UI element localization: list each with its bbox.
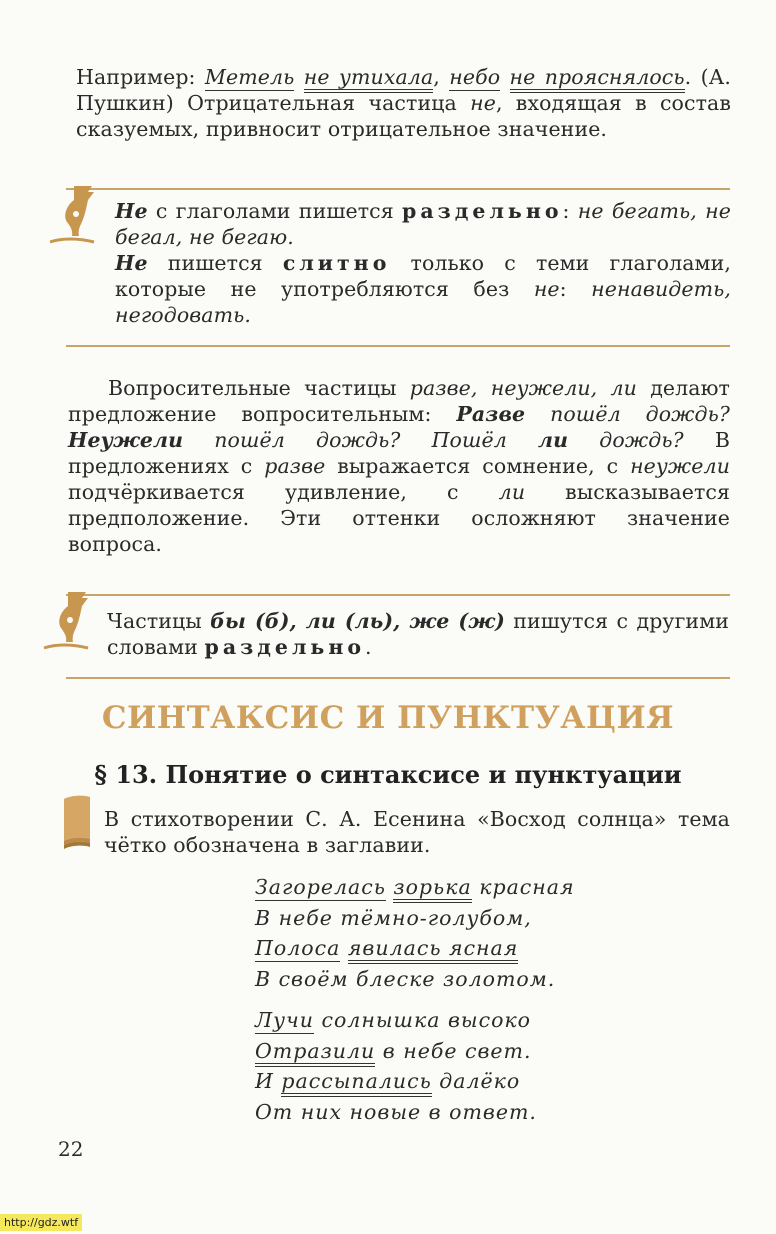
esenin-paragraph: В стихотворении С. А. Есенина «Восход солнца» тема чётко обозначена в заглавии. — [104, 807, 730, 857]
p2-neuzheli: Неужели — [68, 428, 184, 452]
subject-nebo: небо — [449, 65, 501, 89]
poem-line-8: От них новые в ответ. — [255, 1099, 537, 1124]
poem-line-6-rest: в небе свет. — [375, 1038, 532, 1063]
p2-particles: разве, неужели, ли — [409, 376, 637, 400]
poem-predicate-zorka: зорька — [393, 875, 471, 903]
p2-example-3: дождь? — [568, 428, 684, 452]
p2-razve-2: разве — [264, 454, 326, 478]
poem-line-3 — [255, 933, 575, 964]
watermark-link[interactable]: http://gdz.wtf — [0, 1214, 82, 1231]
poem-line-4: В своём блеске золотом. — [255, 966, 556, 991]
p2-li: ли — [538, 428, 569, 452]
rule2-particles: бы (б), ли (ль), же (ж) — [210, 609, 505, 633]
p2-neuzheli-2: неужели — [630, 454, 730, 478]
p2-text-5: подчёркивается удивление, с — [68, 480, 499, 504]
predicate-ne-utikhala: не утихала — [304, 65, 433, 93]
comma: , — [433, 65, 450, 89]
rule-particles-separate — [107, 608, 729, 660]
p2-razve: Разве — [456, 402, 526, 426]
rule-text-4: только с теми глаголами, которые не употребляются без — [115, 251, 731, 301]
rule2-text-3: . — [365, 635, 372, 659]
pen-nib-icon — [42, 590, 94, 656]
dot: . — [684, 65, 692, 89]
rule-ne-with-verbs — [115, 198, 731, 328]
poem-line-6 — [255, 1036, 537, 1067]
rule-ne-1: Не — [115, 199, 148, 223]
p2-text-6: высказывается предположение. Эти оттенки осложняют значение вопроса. — [68, 480, 730, 556]
p2-example-1: пошёл дождь? — [525, 402, 730, 426]
poem-predicate-yavilas: явилась ясная — [348, 936, 519, 964]
rule-line-bottom-2 — [66, 677, 730, 679]
poem-line-7-rest: далёко — [431, 1069, 521, 1093]
rule-text-5: : — [559, 277, 592, 301]
poem-line-5 — [255, 1005, 537, 1036]
poem-predicate-rassypalis: рассыпались — [281, 1069, 431, 1097]
rule-text-1: с глаголами пишется — [147, 199, 403, 223]
rule2-text-2: пишутся с другими словами — [107, 609, 730, 659]
p2-li-2: ли — [498, 480, 526, 504]
rule-ne-2: Не — [115, 251, 148, 275]
rule-text-2: : — [562, 199, 578, 223]
p2-example-2: пошёл дождь? Пошёл — [183, 428, 539, 452]
pen-nib-icon — [48, 184, 100, 250]
rule-slitno: слитно — [282, 251, 391, 275]
intro-paragraph — [76, 64, 731, 142]
poem-line-1-rest: красная — [471, 875, 575, 899]
rule-line-bottom-1 — [66, 345, 730, 347]
poem-predicate-otrazili: Отразили — [255, 1039, 375, 1067]
poem-subject-luchi: Лучи — [255, 1008, 314, 1032]
rule-line-top-2 — [66, 594, 730, 596]
poem-stanza-1 — [255, 872, 575, 994]
rule-example-2: ненавидеть, негодовать. — [115, 277, 731, 327]
rule2-razdelno: раздельно — [204, 635, 365, 659]
intro-text-2: , входящая в состав сказуемых, привносит отрицательное значение. — [76, 91, 731, 141]
p2-text-1: Вопросительные частицы — [108, 376, 410, 400]
poem-subject-zagorelas: Загорелась — [255, 875, 386, 899]
question-particles-paragraph — [68, 375, 730, 557]
poem-line-7-start: И — [255, 1069, 282, 1093]
paragraph-title: § 13. Понятие о синтаксисе и пунктуации — [94, 760, 682, 789]
rule-ne-3: не — [533, 277, 560, 301]
rule2-text-1: Частицы — [107, 609, 211, 633]
rule-razdelno: раздельно — [402, 199, 563, 223]
poem-line-1 — [255, 872, 575, 903]
p2-text-4: выражается сомнение, с — [325, 454, 631, 478]
book-icon — [62, 795, 92, 851]
rule-line-top-1 — [66, 188, 730, 190]
poem-subject-polosa: Полоса — [255, 936, 341, 960]
intro-text-1: (А. Пушкин) Отрицательная частица — [76, 65, 731, 115]
section-title: СИНТАКСИС И ПУНКТУАЦИЯ — [101, 700, 675, 736]
p2-text-2: делают предложение вопросительным: — [68, 376, 730, 426]
poem-line-5-rest: солнышка высоко — [313, 1008, 531, 1032]
poem-stanza-2 — [255, 1005, 537, 1127]
example-lead: Например: — [76, 65, 205, 89]
poem-line-7 — [255, 1066, 537, 1097]
rule-text-3: пишется — [147, 251, 283, 275]
p2-text-3: В предложениях с — [68, 428, 730, 478]
particle-ne: не — [470, 91, 496, 115]
poem-line-2: В небе тёмно-голубом, — [255, 905, 532, 930]
predicate-ne-proyasnyalos: не прояснялось — [510, 65, 685, 93]
page-number: 22 — [58, 1137, 84, 1161]
rule-example-1: не бегать, не бегал, не бегаю. — [115, 199, 732, 249]
subject-metel: Метель — [204, 65, 295, 89]
